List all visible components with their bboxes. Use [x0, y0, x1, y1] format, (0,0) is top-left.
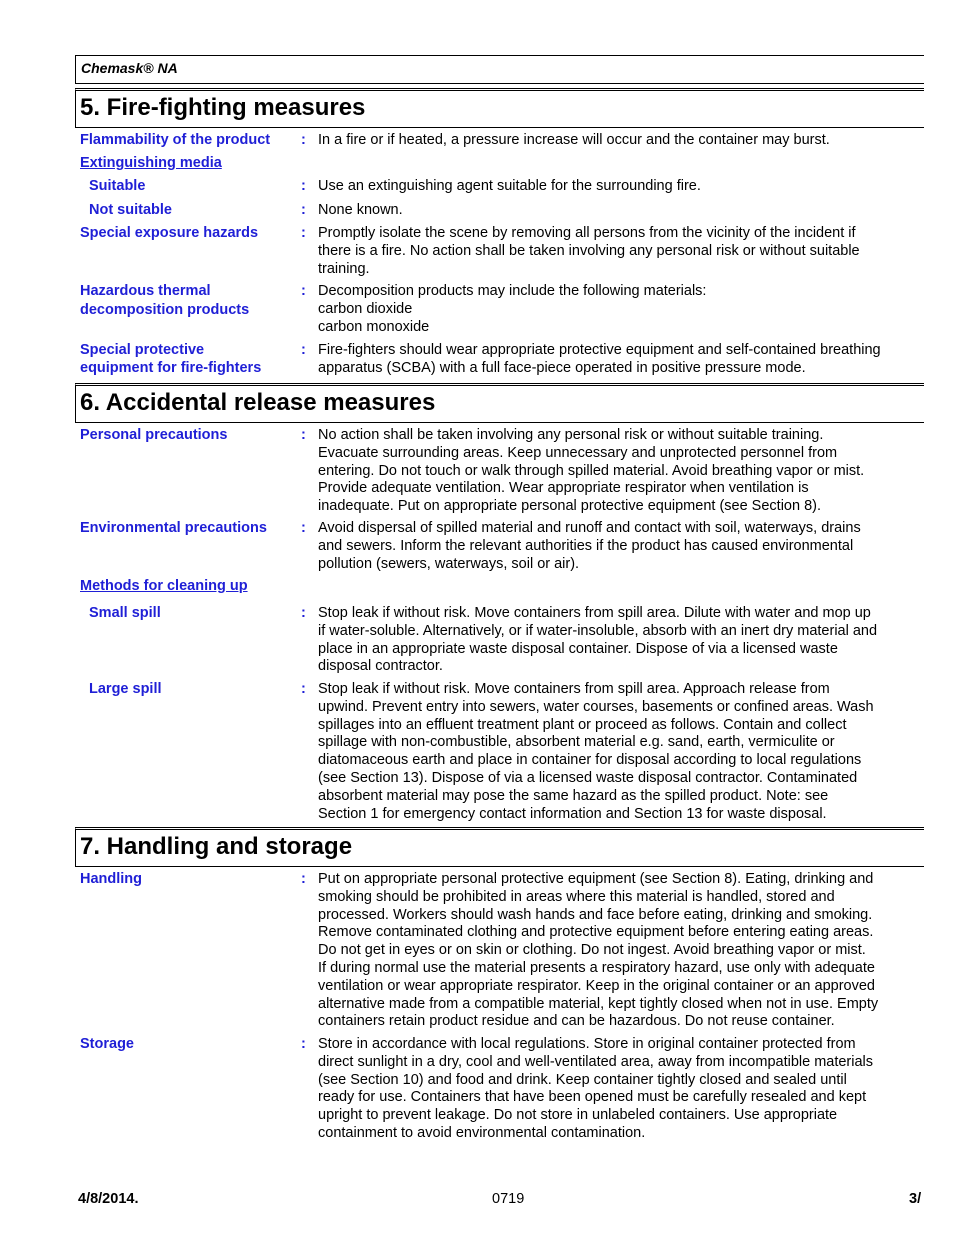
section-5-heading: 5. Fire-fighting measures: [75, 88, 924, 128]
colon: :: [301, 1036, 306, 1052]
colon: :: [301, 681, 306, 697]
methods-cleaning-label: Methods for cleaning up: [80, 578, 248, 594]
value-line: (see Section 10) and food and drink. Keep container tightly closed and sealed until: [318, 1071, 847, 1088]
value-line: Remove contaminated clothing and protective equipment before entering eating areas.: [318, 924, 874, 941]
value-line: Do not get in eyes or on skin or clothing. Do not ingest. Avoid breathing vapor or mist.: [318, 942, 866, 959]
hazardous-thermal-label: [80, 283, 295, 320]
label-line: decomposition products: [80, 301, 250, 318]
value-line: Provide adequate ventilation. Wear appropriate respirator when ventilation is: [318, 480, 809, 497]
handling-value: [318, 871, 922, 1031]
value-line: place in an appropriate waste disposal container. Dispose of via a licensed waste: [318, 640, 838, 657]
colon: :: [301, 283, 306, 299]
value-line: Use an extinguishing agent suitable for the surrounding fire.: [318, 178, 701, 194]
flammability-label: Flammability of the product: [80, 132, 271, 148]
value-line: processed. Workers should wash hands and face before eating, drinking and smoking.: [318, 906, 873, 923]
value-line: None known.: [318, 202, 403, 218]
colon: :: [301, 605, 306, 621]
large-spill-label: Large spill: [89, 681, 162, 697]
value-line: Put on appropriate personal protective equipment (see Section 8). Eating, drinking and: [318, 871, 874, 887]
handling-label: Handling: [80, 871, 143, 887]
value-line: training.: [318, 260, 370, 277]
value-line: direct sunlight in a dry, cool and well-ventilated area, away from incompatible materials: [318, 1053, 874, 1070]
not-suitable-value: [318, 202, 922, 220]
value-line: Store in accordance with local regulations. Store in original container protected from: [318, 1036, 856, 1052]
value-line: ready for use. Containers that have been opened must be carefully resealed and kept: [318, 1089, 867, 1106]
value-line: Section 1 for emergency contact information and Section 13 for waste disposal.: [318, 805, 827, 822]
value-line: containment to avoid environmental contamination.: [318, 1124, 646, 1141]
value-line: pollution (sewers, waterways, soil or air).: [318, 555, 580, 572]
colon: :: [301, 871, 306, 887]
value-line: inadequate. Put on appropriate personal protective equipment (see Section 8).: [318, 498, 821, 515]
flammability-value: [318, 132, 922, 150]
value-line: Fire-fighters should wear appropriate protective equipment and self-contained breathing: [318, 342, 881, 358]
value-line: entering. Do not touch or walk through spilled material. Avoid breathing vapor or mist.: [318, 462, 865, 479]
footer-code: 0719: [492, 1191, 525, 1207]
special-exposure-value: [318, 225, 922, 278]
value-line: absorbent material may pose the same hazard as the spilled product. Note: see: [318, 787, 829, 804]
environmental-precautions-label: Environmental precautions: [80, 520, 267, 536]
value-line: Evacuate surrounding areas. Keep unnecessary and unprotected personnel from: [318, 444, 838, 461]
extinguishing-media-label: Extinguishing media: [80, 155, 222, 171]
suitable-label: Suitable: [89, 178, 146, 194]
value-line: No action shall be taken involving any personal risk or without suitable training.: [318, 427, 824, 443]
value-line: and sewers. Inform the relevant authorities if the product has caused environmental: [318, 537, 854, 554]
colon: :: [301, 427, 306, 443]
value-line: carbon monoxide: [318, 318, 430, 335]
value-line: (see Section 13). Dispose of via a licensed waste disposal contractor. Contaminated: [318, 769, 858, 786]
storage-label: Storage: [80, 1036, 134, 1052]
value-line: apparatus (SCBA) with a full face-piece operated in positive pressure mode.: [318, 359, 806, 376]
label-line: Hazardous thermal: [80, 283, 211, 299]
personal-precautions-value: [318, 427, 922, 516]
colon: :: [301, 202, 306, 218]
small-spill-value: [318, 605, 922, 676]
value-line: carbon dioxide: [318, 300, 413, 317]
special-exposure-label: Special exposure hazards: [80, 225, 259, 241]
value-line: alternative made from a compatible material, kept tightly closed when not in use. Empty: [318, 995, 879, 1012]
colon: :: [301, 520, 306, 536]
section-6-heading: 6. Accidental release measures: [75, 383, 924, 423]
value-line: ventilation or wear appropriate respirator. Keep in the original container or an approved: [318, 977, 875, 994]
value-line: Stop leak if without risk. Move containers from spill area. Dilute with water and mop up: [318, 605, 871, 621]
value-line: there is a fire. No action shall be taken involving any personal risk or without suitable: [318, 242, 860, 259]
colon: :: [301, 342, 306, 358]
value-line: If during normal use the material presents a respiratory hazard, use only with adequate: [318, 959, 875, 976]
environmental-precautions-value: [318, 520, 922, 573]
value-line: Promptly isolate the scene by removing all persons from the vicinity of the incident if: [318, 225, 856, 241]
value-line: smoking should be prohibited in areas where this material is handled, stored and: [318, 888, 835, 905]
large-spill-value: [318, 681, 922, 823]
value-line: Avoid dispersal of spilled material and runoff and contact with soil, waterways, drains: [318, 520, 861, 536]
value-line: diatomaceous earth and place in container for disposal according to local regulations: [318, 752, 862, 769]
personal-precautions-label: Personal precautions: [80, 427, 228, 443]
colon: :: [301, 178, 306, 194]
colon: :: [301, 225, 306, 241]
value-line: In a fire or if heated, a pressure increase will occur and the container may burst.: [318, 132, 830, 148]
value-line: Stop leak if without risk. Move containers from spill area. Approach release from: [318, 681, 830, 697]
footer-page-number: 3/: [909, 1191, 922, 1207]
product-name: Chemask® NA: [81, 60, 178, 76]
value-line: upwind. Prevent entry into sewers, water courses, basements or confined areas. Wash: [318, 698, 874, 715]
value-line: if water-soluble. Alternatively, or if water-insoluble, absorb with an inert dry material and: [318, 622, 878, 639]
footer-date: 4/8/2014.: [78, 1191, 139, 1207]
small-spill-label: Small spill: [89, 605, 161, 621]
special-protective-value: [318, 342, 922, 378]
value-line: containers retain product residue and can be hazardous. Do not reuse container.: [318, 1013, 835, 1030]
label-line: equipment for fire-fighters: [80, 359, 262, 376]
not-suitable-label: Not suitable: [89, 202, 172, 218]
suitable-value: [318, 178, 922, 196]
special-protective-label: [80, 342, 295, 378]
value-line: Decomposition products may include the following materials:: [318, 283, 707, 299]
value-line: upright to prevent leakage. Do not store in unlabeled containers. Use appropriate: [318, 1107, 838, 1124]
value-line: disposal contractor.: [318, 658, 443, 675]
value-line: spillage with non-combustible, absorbent material e.g. sand, earth, vermiculite or: [318, 734, 835, 751]
product-header: [75, 55, 924, 84]
storage-value: [318, 1036, 922, 1143]
label-line: Special protective: [80, 342, 205, 358]
colon: :: [301, 132, 306, 148]
value-line: spillages into an effluent treatment plant or proceed as follows. Contain and collect: [318, 716, 847, 733]
hazardous-thermal-value: [318, 283, 922, 336]
section-7-heading: 7. Handling and storage: [75, 827, 924, 867]
